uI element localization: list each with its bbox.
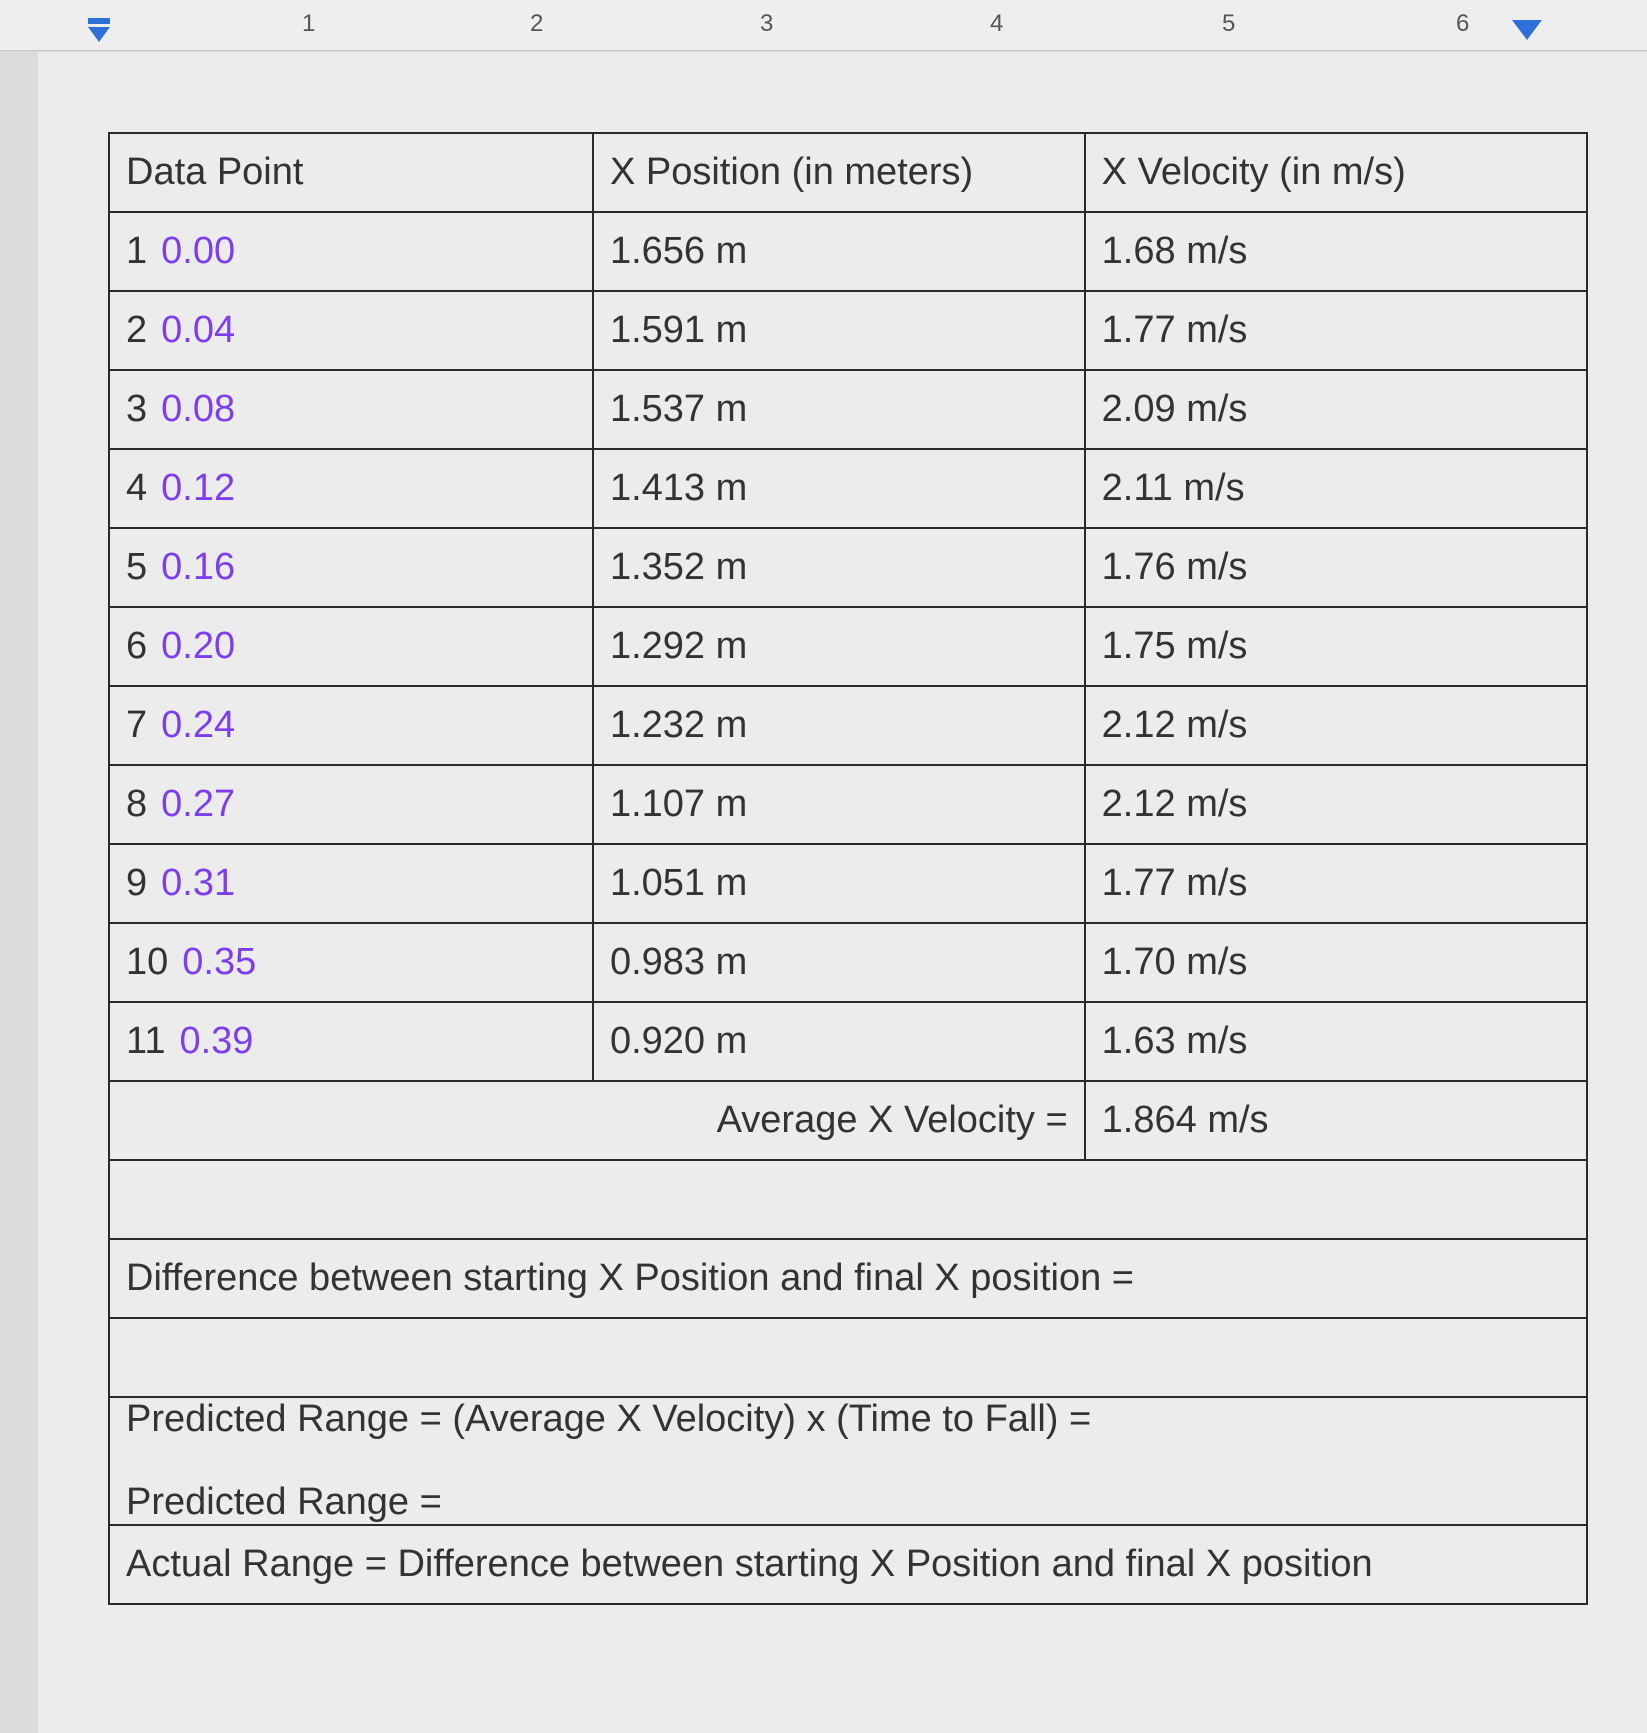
average-value-cell[interactable]: 1.864 m/s	[1085, 1081, 1587, 1160]
position-cell[interactable]: 1.051 m	[593, 844, 1085, 923]
table-row	[109, 370, 1587, 449]
row-index: 7	[126, 704, 148, 746]
data-point-cell[interactable]	[109, 607, 593, 686]
predicted-range-value: Predicted Range =	[126, 1481, 442, 1523]
header-data-point[interactable]: Data Point	[109, 133, 593, 212]
position-cell[interactable]: 1.537 m	[593, 370, 1085, 449]
data-point-cell[interactable]	[109, 686, 593, 765]
difference-cell[interactable]: Difference between starting X Position and final X position =	[109, 1239, 1587, 1318]
table-row	[109, 765, 1587, 844]
row-time: 0.16	[161, 546, 236, 588]
ruler-number: 1	[302, 10, 316, 37]
data-point-cell[interactable]	[109, 291, 593, 370]
predicted-range-cell[interactable]	[109, 1397, 1587, 1525]
row-time: 0.31	[161, 862, 236, 904]
data-point-cell[interactable]	[109, 449, 593, 528]
difference-row	[109, 1239, 1587, 1318]
blank-cell[interactable]	[109, 1160, 1587, 1239]
table-row	[109, 607, 1587, 686]
ruler-number: 3	[760, 10, 774, 37]
blank-cell[interactable]	[109, 1318, 1587, 1397]
header-x-velocity[interactable]: X Velocity (in m/s)	[1085, 133, 1587, 212]
row-time: 0.35	[182, 941, 257, 983]
data-point-cell[interactable]	[109, 212, 593, 291]
ruler	[0, 0, 1647, 51]
row-index: 5	[126, 546, 148, 588]
velocity-cell[interactable]: 1.68 m/s	[1085, 212, 1587, 291]
row-time: 0.12	[161, 467, 236, 509]
row-index: 4	[126, 467, 148, 509]
velocity-cell[interactable]: 1.70 m/s	[1085, 923, 1587, 1002]
velocity-cell[interactable]: 2.11 m/s	[1085, 449, 1587, 528]
row-time: 0.20	[161, 625, 236, 667]
row-time: 0.24	[161, 704, 236, 746]
row-time: 0.08	[161, 388, 236, 430]
actual-range-cell[interactable]: Actual Range = Difference between starting X Position and final X position	[109, 1525, 1587, 1604]
row-index: 10	[126, 941, 169, 983]
data-point-cell[interactable]	[109, 1002, 593, 1081]
ruler-number: 4	[990, 10, 1004, 37]
row-index: 1	[126, 230, 148, 272]
data-point-cell[interactable]	[109, 528, 593, 607]
position-cell[interactable]: 1.656 m	[593, 212, 1085, 291]
table-row	[109, 528, 1587, 607]
row-index: 3	[126, 388, 148, 430]
indent-right-icon[interactable]	[1512, 20, 1542, 40]
data-table	[108, 132, 1588, 1605]
header-x-position[interactable]: X Position (in meters)	[593, 133, 1085, 212]
data-point-cell[interactable]	[109, 844, 593, 923]
document-page	[38, 52, 1647, 1733]
row-time: 0.39	[179, 1020, 254, 1062]
data-point-cell[interactable]	[109, 923, 593, 1002]
velocity-cell[interactable]: 1.63 m/s	[1085, 1002, 1587, 1081]
ruler-number: 6	[1456, 10, 1470, 37]
position-cell[interactable]: 0.983 m	[593, 923, 1085, 1002]
data-point-cell[interactable]	[109, 370, 593, 449]
position-cell[interactable]: 1.107 m	[593, 765, 1085, 844]
row-time: 0.04	[161, 309, 236, 351]
predicted-range-row	[109, 1397, 1587, 1525]
indent-left-icon[interactable]	[88, 18, 110, 42]
position-cell[interactable]: 1.413 m	[593, 449, 1085, 528]
actual-range-row	[109, 1525, 1587, 1604]
position-cell[interactable]: 1.232 m	[593, 686, 1085, 765]
ruler-number: 2	[530, 10, 544, 37]
velocity-cell[interactable]: 1.77 m/s	[1085, 291, 1587, 370]
table-row	[109, 212, 1587, 291]
velocity-cell[interactable]: 2.12 m/s	[1085, 765, 1587, 844]
velocity-cell[interactable]: 1.75 m/s	[1085, 607, 1587, 686]
blank-row	[109, 1318, 1587, 1397]
velocity-cell[interactable]: 2.09 m/s	[1085, 370, 1587, 449]
row-index: 11	[126, 1020, 166, 1062]
table-row	[109, 449, 1587, 528]
position-cell[interactable]: 0.920 m	[593, 1002, 1085, 1081]
header-row	[109, 133, 1587, 212]
average-row	[109, 1081, 1587, 1160]
row-index: 2	[126, 309, 148, 351]
table-row	[109, 923, 1587, 1002]
table-row	[109, 291, 1587, 370]
table-row	[109, 1002, 1587, 1081]
table-row	[109, 686, 1587, 765]
velocity-cell[interactable]: 1.77 m/s	[1085, 844, 1587, 923]
row-time: 0.27	[161, 783, 236, 825]
predicted-range-formula: Predicted Range = (Average X Velocity) x (Time to Fall) =	[126, 1398, 1092, 1440]
velocity-cell[interactable]: 1.76 m/s	[1085, 528, 1587, 607]
data-point-cell[interactable]	[109, 765, 593, 844]
row-index: 9	[126, 862, 148, 904]
position-cell[interactable]: 1.292 m	[593, 607, 1085, 686]
position-cell[interactable]: 1.591 m	[593, 291, 1085, 370]
row-time: 0.00	[161, 230, 236, 272]
blank-row	[109, 1160, 1587, 1239]
row-index: 6	[126, 625, 148, 667]
average-label-cell[interactable]: Average X Velocity =	[109, 1081, 1085, 1160]
velocity-cell[interactable]: 2.12 m/s	[1085, 686, 1587, 765]
ruler-number: 5	[1222, 10, 1236, 37]
position-cell[interactable]: 1.352 m	[593, 528, 1085, 607]
table-row	[109, 844, 1587, 923]
row-index: 8	[126, 783, 148, 825]
